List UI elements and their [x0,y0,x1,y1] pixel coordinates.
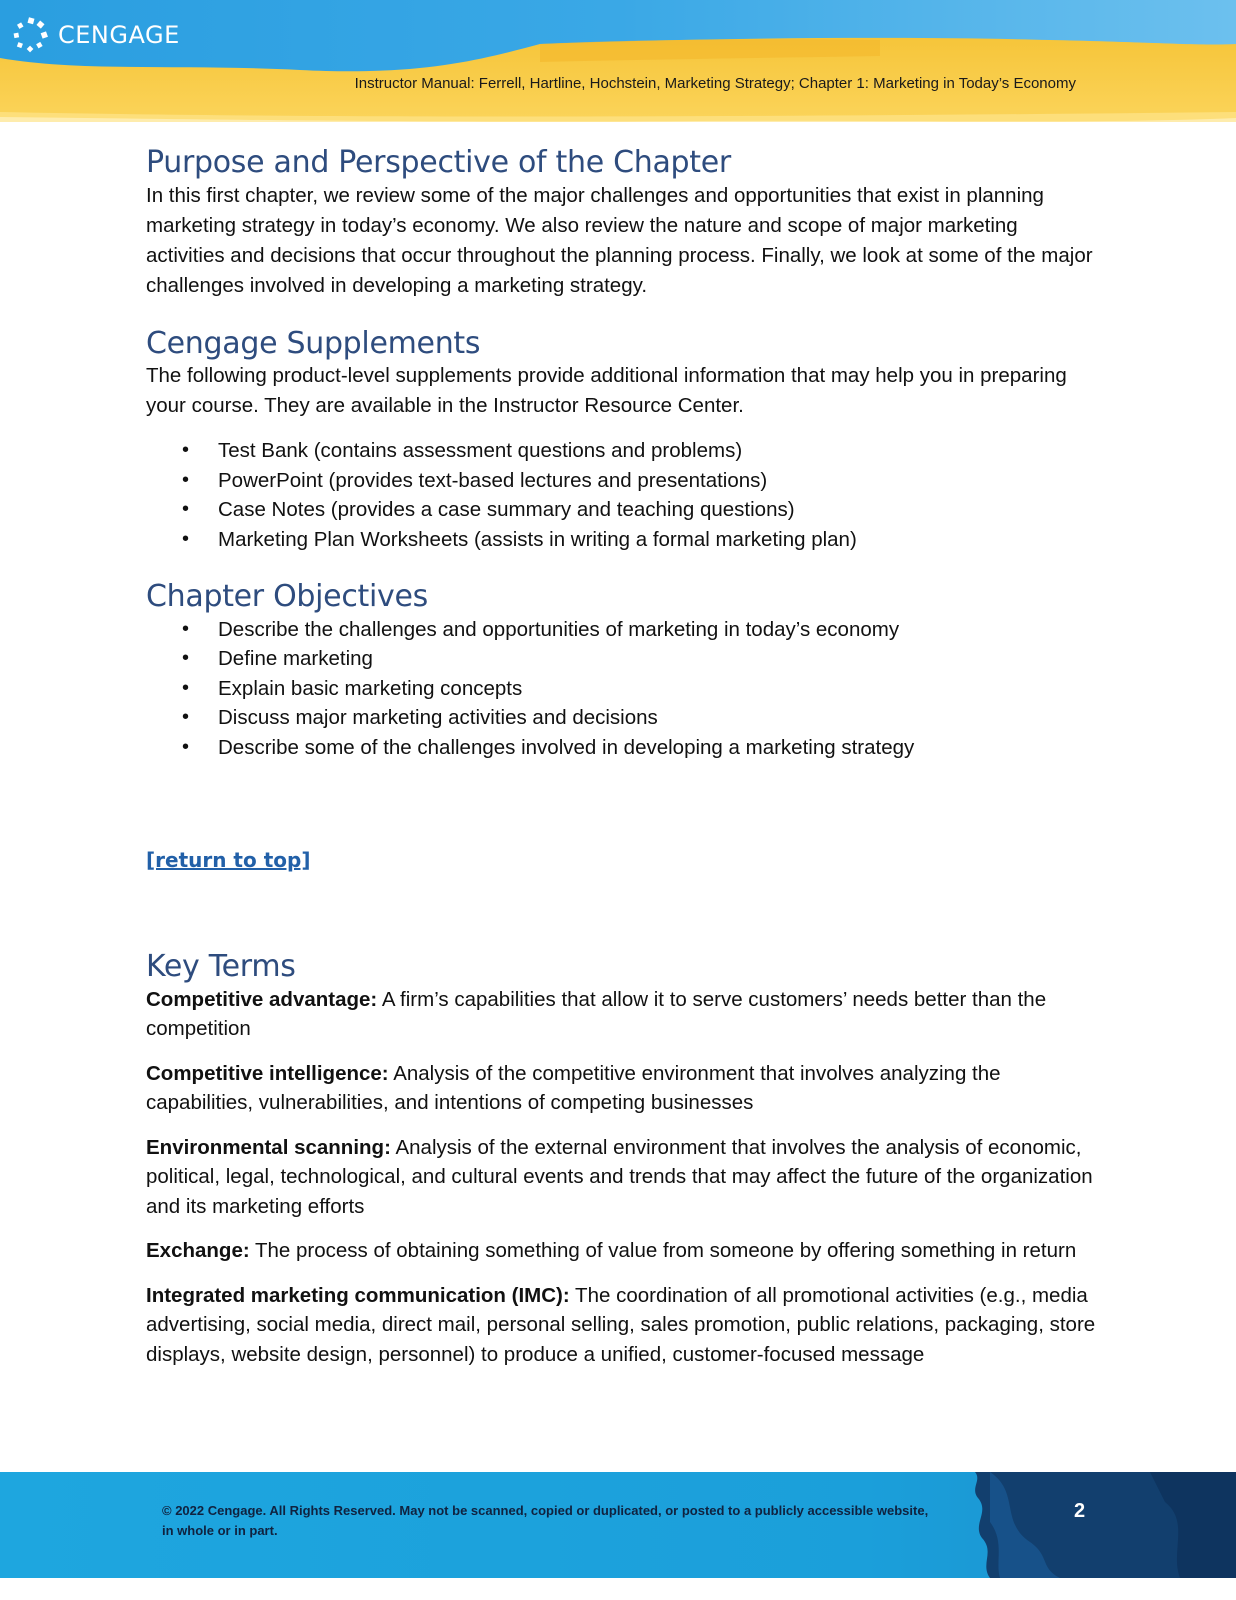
list-item: • Describe the challenges and opportunities of marketing in today’s economy [146,615,1101,645]
term-definition: Analysis of the competitive environment that involves analyzing the capabilities, vulnerabilities, and intentions of competing businesses [146,1061,1001,1114]
supplements-section [146,327,1101,555]
list-item: • Explain basic marketing concepts [146,674,1101,704]
cengage-logo-mark-icon [12,16,50,54]
term-name: Competitive advantage: [146,987,378,1011]
cengage-logo[interactable] [12,16,180,54]
key-terms-section [146,950,1101,1369]
purpose-section [146,146,1101,301]
logo-wordmark: CENGAGE [58,21,180,49]
return-to-top-link[interactable]: [return to top] [146,848,311,872]
header-banner [0,0,1236,122]
list-item: • Test Bank (contains assessment questions and problems) [146,436,1101,466]
term-name: Exchange: [146,1239,250,1262]
key-term-entry [146,1236,1101,1266]
key-term-entry [146,1059,1101,1118]
page-content [146,146,1101,1384]
term-name: Competitive intelligence: [146,1061,389,1085]
list-item: • Define marketing [146,644,1101,674]
supplements-body: The following product-level supplements provide additional information that may help you in preparing your course. They are available in the Instructor Resource Center. [146,364,1067,417]
objectives-heading: Chapter Objectives [146,579,428,614]
list-item: • Marketing Plan Worksheets (assists in writing a formal marketing plan) [146,525,1101,555]
key-term-entry [146,985,1101,1044]
list-item: • Case Notes (provides a case summary and teaching questions) [146,495,1101,525]
key-term-entry [146,1281,1101,1370]
key-term-entry [146,1133,1101,1222]
header-watercolor-background [0,0,1236,122]
objectives-section [146,580,1101,762]
supplements-heading: Cengage Supplements [146,325,481,361]
page-number: 2 [1074,1500,1086,1522]
term-definition: The coordination of all promotional activities (e.g., media advertising, social media, direct mail, personal selling, sales promotion, public relations, packaging, store displays, website design, personnel) to produce a unified, customer-focused message [146,1283,1096,1366]
list-item: • PowerPoint (provides text-based lectures and presentations) [146,466,1101,496]
term-definition: Analysis of the external environment that involves the analysis of economic, political, legal, technological, and cultural events and trends that may affect the future of the organization and its marketing efforts [146,1135,1093,1218]
purpose-heading: Purpose and Perspective of the Chapter [146,145,731,180]
term-name: Integrated marketing communication (IMC): [146,1283,570,1307]
supplements-list [146,436,1101,554]
copyright-notice: © 2022 Cengage. All Rights Reserved. May not be scanned, copied or duplicated, or posted to a publicly accessible website, in whole or in part. [162,1503,929,1538]
list-item: • Describe some of the challenges involved in developing a marketing strategy [146,733,1101,763]
running-header-title: Instructor Manual: Ferrell, Hartline, Hochstein, Marketing Strategy; Chapter 1: Marketing in Today’s Economy [354,75,1076,92]
list-item: • Discuss major marketing activities and decisions [146,703,1101,733]
term-name: Environmental scanning: [146,1135,391,1159]
term-definition: A firm’s capabilities that allow it to serve customers’ needs better than the competition [146,987,1047,1040]
purpose-body: In this first chapter, we review some of the major challenges and opportunities that exist in planning marketing strategy in today’s economy. We also review the nature and scope of major marketing activities and decisions that occur throughout the planning process. Finally, we look at some of the major challenges involved in developing a marketing strategy. [146,183,1093,297]
objectives-list [146,615,1101,763]
key-terms-heading: Key Terms [146,949,296,984]
footer-banner [0,1472,1236,1578]
term-definition: The process of obtaining something of value from someone by offering something in return [249,1239,1077,1262]
